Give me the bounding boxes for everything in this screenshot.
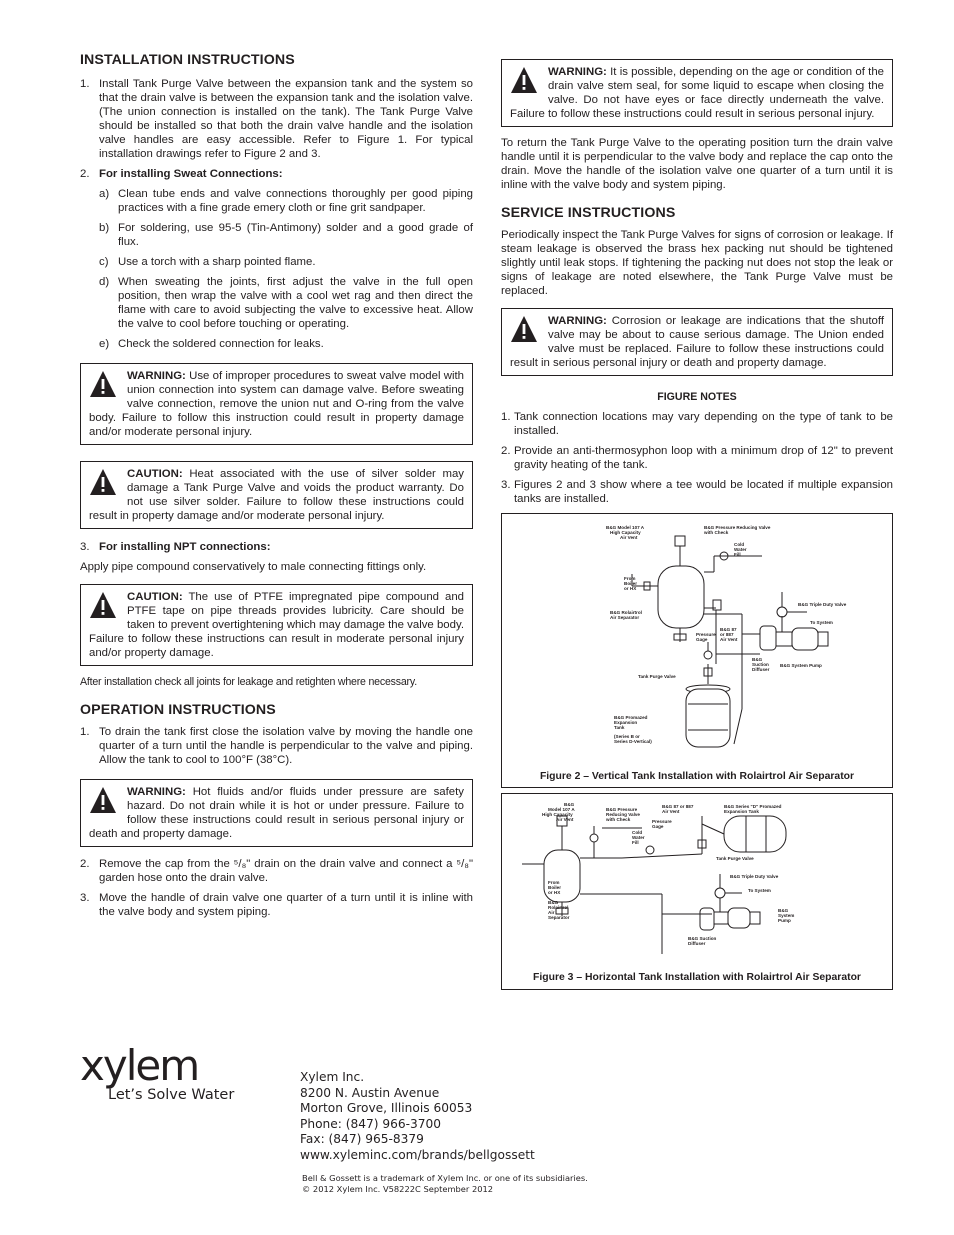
service-text: Periodically inspect the Tank Purge Valves for signs of corrosion or leakage. If steam leakage is observed the brass hex packing nut should be tightened slightly until leak stops. If tightening the packing nut does not stop the leak or signs of leakage are noted elsewhere, the Tank Purge Valve must be replaced. (501, 229, 893, 297)
svg-text:B&G Suction: B&G Suction (688, 936, 717, 941)
service-heading: SERVICE INSTRUCTIONS (501, 205, 676, 221)
svg-text:B&G 87 or 887: B&G 87 or 887 (662, 804, 694, 809)
caution-box-ptfe: CAUTION: The use of PTFE impregnated pipe compound and PTFE tape on pipe threads provides lubricity. Care should be taken to prevent overtightening which may damage the valve body. Failure to follow these instructions can result in moderate personal injury and/or property damage. (80, 584, 473, 666)
company-address (300, 1070, 535, 1163)
horizontal-tank-shape (724, 816, 786, 852)
svg-text:Air Vent: Air Vent (556, 817, 574, 822)
svg-text:B&G Pressure Reducing Valve: B&G Pressure Reducing Valve (704, 525, 771, 530)
install-item-3: 3. For installing NPT connections: (80, 541, 271, 553)
operation-item-3: 3. Move the handle of drain valve one quarter of a turn until it is inline with the valve body and system piping. (80, 892, 473, 918)
fax: Fax: (847) 965-8379 (300, 1132, 424, 1146)
svg-text:Cold: Cold (734, 542, 745, 547)
svg-text:Expansion Tank: Expansion Tank (724, 809, 759, 814)
svg-text:Series D-Vertical): Series D-Vertical) (614, 739, 652, 744)
sweat-step: c) Use a torch with a sharp pointed flame. (99, 256, 316, 268)
warning-box-hot: WARNING: Hot fluids and/or fluids under pressure are safety hazard. Do not drain while it is hot or under pressure. Failure to follow these instructions could result in serious personal injury or death and property damage. (80, 779, 473, 847)
svg-text:Model 107 A: Model 107 A (548, 807, 575, 812)
svg-text:B&G System Pump: B&G System Pump (780, 663, 822, 668)
svg-text:B&G: B&G (564, 802, 575, 807)
svg-text:Pump: Pump (778, 918, 791, 923)
phone: Phone: (847) 966-3700 (300, 1116, 442, 1131)
legal-text (302, 1173, 588, 1195)
warning-box-corrosion: WARNING: Corrosion or leakage are indications that the shutoff valve may be about to cause serious damage. The Union ended valve must be replaced. Failure to follow these instructions could result in serious personal injury or death and property damage. (501, 308, 893, 376)
svg-text:or HX: or HX (548, 890, 561, 895)
figure-note: 2. Provide an anti-thermosyphon loop with a minimum drop of 12" to prevent gravity heating of the tank. (501, 445, 893, 471)
svg-text:Tank: Tank (614, 725, 625, 730)
svg-text:or 887: or 887 (720, 632, 734, 637)
svg-text:To System: To System (748, 888, 771, 893)
operation-item-2: 2. Remove the cap from the ⁵/₈" drain on the drain valve and connect a ⁵/₈" garden hose onto the drain valve. (80, 858, 473, 884)
svg-text:From: From (624, 576, 636, 581)
svg-text:Air Vent: Air Vent (620, 535, 638, 540)
warning-triangle-icon (510, 315, 544, 343)
caution-box-silver: CAUTION: Heat associated with the use of silver solder may damage a Tank Purge Valve and voids the product warranty. Do not use silver solder. Failure to follow these instructions could result in property damage and/or moderate personal injury. (80, 461, 473, 529)
svg-text:B&G: B&G (548, 900, 559, 905)
street: 8200 N. Austin Avenue (300, 1085, 440, 1100)
svg-text:Diffuser: Diffuser (688, 941, 706, 946)
after-install-text: After installation check all joints for leakage and retighten where necessary. (80, 676, 417, 688)
svg-text:Tank Purge Valve: Tank Purge Valve (638, 674, 676, 679)
svg-text:Water: Water (632, 835, 645, 840)
svg-text:B&G: B&G (778, 908, 789, 913)
svg-text:B&G Model 107 A: B&G Model 107 A (606, 525, 645, 530)
svg-text:or HX: or HX (624, 586, 637, 591)
svg-text:Fill: Fill (632, 840, 639, 845)
right-column (501, 52, 893, 990)
website-link[interactable]: www.xyleminc.com/brands/bellgossett (300, 1147, 535, 1162)
svg-text:Air Separator: Air Separator (610, 615, 640, 620)
figure-2 (501, 513, 893, 788)
warning-box-stem-seal: WARNING: It is possible, depending on the age or condition of the drain valve stem seal, for some liquid to escape when closing the valve. Do not have eyes or face directly underneath the valve. Failure to follow these instructions could result in serious personal injury. (501, 59, 893, 127)
figure-note: 1. Tank connection locations may vary depending on the type of tank to be installed. (501, 411, 893, 437)
xylem-logo (80, 1041, 235, 1103)
svg-text:B&G Series "D" Promazed: B&G Series "D" Promazed (724, 804, 782, 809)
svg-text:B&G: B&G (752, 657, 763, 662)
svg-text:Suction: Suction (752, 662, 769, 667)
copyright: © 2012 Xylem Inc. V58222C September 2012 (302, 1184, 494, 1194)
svg-text:Air Vent: Air Vent (662, 809, 680, 814)
operation-item-1: 1. To drain the tank first close the isolation valve by moving the handle one quarter of a turn until the handle is perpendicular to the valve and piping. Allow the tank to cool to 100°F (38°C). (80, 726, 473, 766)
sweat-step: d) When sweating the joints, first adjust the valve in the full open position, then wrap the valve with a cool wet rag and then direct the flame with care to avoid subjecting the valve to excessive heat. Allow the valve to cool before touching or operating. (99, 276, 473, 330)
figure-notes-heading: FIGURE NOTES (657, 391, 737, 403)
figure-note: 3. Figures 2 and 3 show where a tee would be located if multiple expansion tanks are installed. (501, 479, 893, 505)
svg-text:B&G Triple Duty Valve: B&G Triple Duty Valve (730, 874, 779, 879)
trademark: Bell & Gossett is a trademark of Xylem Inc. or one of its subsidiaries. (302, 1173, 588, 1183)
figure-3-diagram (502, 794, 892, 969)
svg-text:Air: Air (548, 910, 555, 915)
npt-text: Apply pipe compound conservatively to male connecting fittings only. (80, 561, 427, 573)
svg-text:Diffuser: Diffuser (752, 667, 770, 672)
warning-triangle-icon (89, 591, 123, 619)
sweat-step: a) Clean tube ends and valve connections thoroughly per good piping practices with a fine grade emery cloth or fine grit sandpaper. (99, 188, 473, 214)
operation-heading: OPERATION INSTRUCTIONS (80, 702, 276, 718)
install-item-1: 1. Install Tank Purge Valve between the expansion tank and the system so that the drain valve is between the expansion tank and the isolation valve. (The union connection is installed on the tank). The Tank Purge Valve should be installed so that both the drain valve handle and the isolation valve handles are easy accessible. Refer to Figure 1. For typical installation drawings refer to Figure 2 and 3. (80, 78, 473, 160)
svg-text:Gage: Gage (652, 824, 664, 829)
svg-text:System: System (778, 913, 795, 918)
svg-text:with Check: with Check (606, 817, 631, 822)
city: Morton Grove, Illinois 60053 (300, 1101, 473, 1115)
svg-text:Fill: Fill (734, 552, 741, 557)
xylem-wordmark: xylem (80, 1041, 199, 1090)
left-column (80, 52, 473, 919)
figure-2-caption: Figure 2 – Vertical Tank Installation with Rolairtrol Air Separator (539, 771, 855, 782)
svg-text:B&G Pressure: B&G Pressure (606, 807, 638, 812)
svg-text:Pressure: Pressure (696, 632, 716, 637)
installation-heading: INSTALLATION INSTRUCTIONS (80, 52, 295, 68)
svg-text:Expansion: Expansion (614, 720, 638, 725)
svg-text:Boiler: Boiler (624, 581, 638, 586)
svg-text:B&G Rolairtrol: B&G Rolairtrol (610, 610, 642, 615)
svg-text:Separator: Separator (548, 915, 570, 920)
tagline: Let’s Solve Water (108, 1087, 235, 1103)
warning-triangle-icon (89, 468, 123, 496)
sweat-step: b) For soldering, use 95-5 (Tin-Antimony) solder and a good grade of flux. (99, 222, 473, 248)
svg-text:Cold: Cold (632, 830, 643, 835)
svg-text:Reducing Valve: Reducing Valve (606, 812, 640, 817)
svg-text:B&G Triple Duty Valve: B&G Triple Duty Valve (798, 602, 847, 607)
svg-text:Boiler: Boiler (548, 885, 562, 890)
svg-text:Tank Purge Valve: Tank Purge Valve (716, 856, 754, 861)
figure-3 (501, 793, 893, 990)
svg-text:(Series B or: (Series B or (614, 734, 640, 739)
return-text: To return the Tank Purge Valve to the operating position turn the drain valve handle until it is perpendicular to the valve body and replace the cap onto the drain. Move the handle of the isolation valve one quarter of a turn until it is inline with the valve body and system piping. (501, 137, 893, 191)
svg-text:B&G 87: B&G 87 (720, 627, 737, 632)
sweat-step: e) Check the soldered connection for leaks. (99, 338, 324, 350)
svg-text:with Check: with Check (704, 530, 729, 535)
svg-text:Pressure: Pressure (652, 819, 672, 824)
svg-text:Water: Water (734, 547, 747, 552)
air-separator-shape (658, 566, 704, 628)
company-name: Xylem Inc. (300, 1070, 365, 1084)
figure-2-diagram (502, 514, 892, 767)
warning-triangle-icon (510, 66, 544, 94)
install-item-2: 2. For installing Sweat Connections: (80, 168, 283, 180)
svg-text:Rolairtrol: Rolairtrol (548, 905, 569, 910)
expansion-tank-shape (686, 689, 730, 747)
figure-3-caption: Figure 3 – Horizontal Tank Installation with Rolairtrol Air Separator (533, 972, 861, 983)
svg-text:Air Vent: Air Vent (720, 637, 738, 642)
warning-triangle-icon (89, 370, 123, 398)
svg-text:High Capacity: High Capacity (610, 530, 641, 535)
svg-text:To System: To System (810, 620, 833, 625)
svg-text:High Capacity: High Capacity (542, 812, 573, 817)
warning-box-sweat: WARNING: Use of improper procedures to sweat valve model with union connection into system can damage valve. Before sweating valve connection, remove the union nut and O-ring from the valve body. Failure to follow this instruction could result in property damage and/or moderate personal injury. (80, 363, 473, 445)
svg-text:B&G Promazed: B&G Promazed (614, 715, 648, 720)
svg-text:From: From (548, 880, 560, 885)
svg-text:Gage: Gage (696, 637, 708, 642)
warning-triangle-icon (89, 786, 123, 814)
